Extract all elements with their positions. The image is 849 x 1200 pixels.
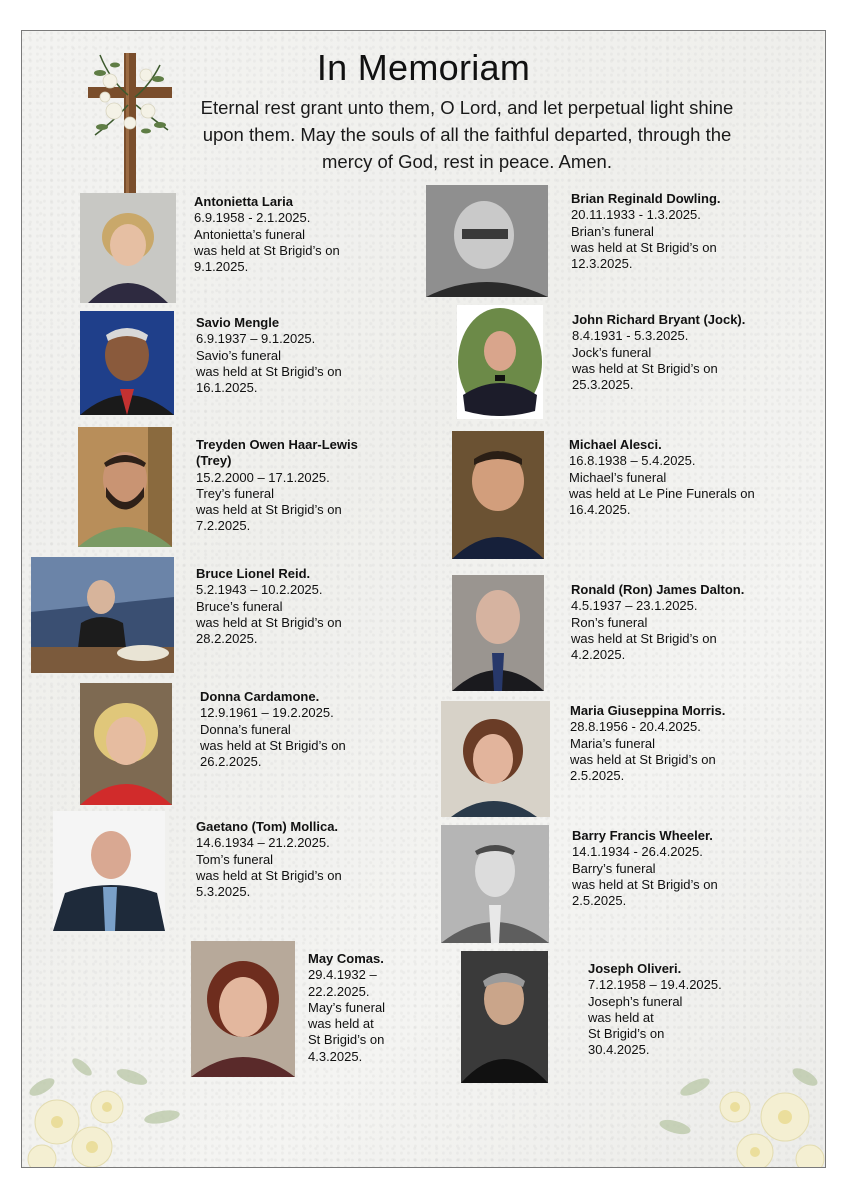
entry-line: was held at St Brigid’s on — [570, 751, 716, 767]
photo-bruce-reid — [31, 557, 174, 673]
entry-line: was held at St Brigid’s on — [196, 363, 342, 379]
entry-line: 4.2.2025. — [571, 647, 626, 663]
entry-line: 16.4.2025. — [569, 502, 631, 518]
entry-line: Jock’s funeral — [572, 344, 652, 360]
entry-line: Ron’s funeral — [571, 614, 648, 630]
entry-name: Antonietta Laria — [194, 194, 293, 209]
entry-name: Bruce Lionel Reid. — [196, 566, 311, 581]
entry-line: 25.3.2025. — [572, 377, 634, 393]
entry-line: 6.9.1958 - 2.1.2025. — [194, 210, 311, 226]
photo-barry-wheeler — [441, 825, 549, 943]
entry-line: 16.1.2025. — [196, 380, 258, 396]
entry-line: Maria’s funeral — [570, 735, 656, 751]
entry-line: was held at Le Pine Funerals on — [569, 485, 755, 501]
prayer-text: Eternal rest grant unto them, O Lord, and let perpetual light shine upon them. May the souls of all the faithful departed, through the mercy of God, rest in peace. Amen. — [200, 97, 734, 172]
entry-name: Donna Cardamone. — [200, 689, 320, 704]
entry-bruce-reid — [196, 566, 376, 647]
entry-line: was held at St Brigid’s on — [572, 876, 718, 892]
entry-may-comas — [308, 951, 448, 1065]
entry-line: 6.9.1937 – 9.1.2025. — [196, 331, 316, 347]
entry-line: 29.4.1932 – — [308, 967, 377, 983]
entry-line: Savio’s funeral — [196, 347, 282, 363]
photo-john-bryant — [457, 305, 543, 419]
photo-michael-alesci — [452, 431, 544, 559]
photo-brian-dowling — [426, 185, 548, 297]
entry-line: 5.2.1943 – 10.2.2025. — [196, 582, 323, 598]
photo-may-comas — [191, 941, 295, 1077]
entry-line: St Brigid’s on — [588, 1026, 665, 1042]
entry-line: 7.2.2025. — [196, 518, 251, 534]
entry-line: was held at St Brigid’s on — [200, 737, 346, 753]
entry-savio-mengle — [196, 315, 376, 396]
photo-donna-cardamone — [80, 683, 172, 805]
entry-line: May’s funeral — [308, 999, 386, 1015]
entry-name: Gaetano (Tom) Mollica. — [196, 819, 339, 834]
entry-line: St Brigid’s on — [308, 1032, 385, 1048]
entry-line: 16.8.1938 – 5.4.2025. — [569, 453, 696, 469]
entry-line: 30.4.2025. — [588, 1042, 650, 1058]
entry-treyden-haar-lewis — [196, 437, 376, 535]
entry-john-bryant — [572, 312, 772, 393]
entry-donna-cardamone — [200, 689, 380, 770]
entry-line: 28.8.1956 - 20.4.2025. — [570, 719, 701, 735]
entry-name: Maria Giuseppina Morris. — [570, 703, 726, 718]
entry-line: 7.12.1958 – 19.4.2025. — [588, 977, 722, 993]
entry-line: 14.1.1934 - 26.4.2025. — [572, 844, 703, 860]
entry-michael-alesci — [569, 437, 799, 518]
entry-line: was held at — [588, 1009, 654, 1025]
entry-line: 8.4.1931 - 5.3.2025. — [572, 328, 689, 344]
entry-line: 28.2.2025. — [196, 631, 258, 647]
page-title: In Memoriam — [316, 47, 531, 88]
entry-line: Antonietta’s funeral — [194, 226, 306, 242]
entry-line: 26.2.2025. — [200, 754, 262, 770]
entry-line: 12.9.1961 – 19.2.2025. — [200, 705, 334, 721]
entry-line: was held at St Brigid’s on — [196, 502, 342, 518]
entry-name: Michael Alesci. — [569, 437, 662, 452]
entry-line: Bruce’s funeral — [196, 598, 283, 614]
entry-line: Tom’s funeral — [196, 851, 274, 867]
entry-line: 14.6.1934 – 21.2.2025. — [196, 835, 330, 851]
entry-joseph-oliveri — [588, 961, 768, 1059]
entry-line: 9.1.2025. — [194, 259, 249, 275]
entry-name: Ronald (Ron) James Dalton. — [571, 582, 745, 597]
entry-line: 15.2.2000 – 17.1.2025. — [196, 469, 330, 485]
entry-line: 22.2.2025. — [308, 983, 370, 999]
entry-line: was held at St Brigid’s on — [572, 360, 718, 376]
entry-line: Brian’s funeral — [571, 223, 654, 239]
entry-line: was held at St Brigid’s on — [194, 242, 340, 258]
entry-line: was held at St Brigid’s on — [196, 867, 342, 883]
photo-joseph-oliveri — [461, 951, 548, 1083]
entry-line: Joseph’s funeral — [588, 993, 683, 1009]
entry-name: Savio Mengle — [196, 315, 280, 330]
entry-line: was held at St Brigid’s on — [196, 614, 342, 630]
flowers-decoration-left — [22, 1047, 192, 1167]
entry-line: 4.3.2025. — [308, 1048, 363, 1064]
entry-name: Joseph Oliveri. — [588, 961, 682, 976]
entry-name: Barry Francis Wheeler. — [572, 828, 713, 843]
entry-line: was held at — [308, 1016, 374, 1032]
entry-antonietta-laria — [194, 194, 374, 275]
entry-name: John Richard Bryant (Jock). — [572, 312, 746, 327]
entry-line: 2.5.2025. — [570, 768, 625, 784]
flowers-decoration-right — [655, 1047, 825, 1167]
entry-line: was held at St Brigid’s on — [571, 630, 717, 646]
entry-line: Trey’s funeral — [196, 485, 275, 501]
entry-gaetano-mollica — [196, 819, 376, 900]
entry-maria-morris — [570, 703, 790, 784]
entry-line: 5.3.2025. — [196, 884, 251, 900]
photo-antonietta-laria — [80, 193, 176, 303]
entry-brian-dowling — [571, 191, 771, 272]
entry-line: 20.11.1933 - 1.3.2025. — [571, 207, 701, 223]
photo-ronald-dalton — [452, 575, 544, 691]
entry-line: Donna’s funeral — [200, 721, 291, 737]
entry-line: (Trey) — [196, 453, 232, 469]
entry-name: Treyden Owen Haar-Lewis — [196, 437, 358, 452]
entry-line: 2.5.2025. — [572, 893, 627, 909]
photo-savio-mengle — [80, 311, 174, 415]
entry-line: was held at St Brigid’s on — [571, 239, 717, 255]
entry-name: May Comas. — [308, 951, 384, 966]
entry-line: 4.5.1937 – 23.1.2025. — [571, 598, 698, 614]
entry-line: Michael’s funeral — [569, 469, 667, 485]
entry-name: Brian Reginald Dowling. — [571, 191, 721, 206]
entry-barry-wheeler — [572, 828, 792, 909]
photo-treyden-haar-lewis — [78, 427, 172, 547]
entry-ronald-dalton — [571, 582, 791, 663]
entry-line: 12.3.2025. — [571, 256, 633, 272]
photo-gaetano-mollica — [53, 811, 165, 931]
photo-maria-morris — [441, 701, 550, 817]
entry-line: Barry’s funeral — [572, 860, 656, 876]
memoriam-page — [21, 30, 826, 1168]
